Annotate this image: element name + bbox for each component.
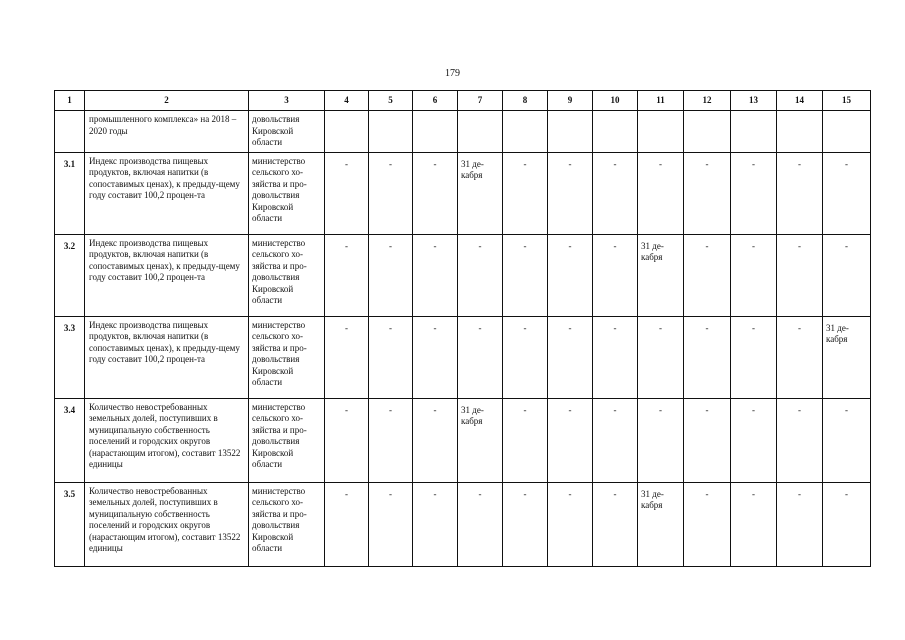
- header-row: [55, 91, 871, 111]
- header-cell: 1: [55, 91, 85, 111]
- deadline-cell: [638, 234, 684, 316]
- schedule-cell: -: [413, 398, 458, 482]
- schedule-cell: -: [684, 482, 731, 566]
- schedule-cell: -: [731, 398, 777, 482]
- header-cell: 8: [503, 91, 548, 111]
- schedule-cell: -: [458, 482, 503, 566]
- deadline-text: 31 де-кабря: [641, 488, 664, 510]
- schedule-cell: -: [593, 482, 638, 566]
- header-cell: 9: [548, 91, 593, 111]
- schedule-cell: -: [413, 234, 458, 316]
- schedule-cell: -: [777, 398, 823, 482]
- schedule-cell: [458, 111, 503, 153]
- responsible-executor: министерство сельского хо-зяйства и про-довольствия Кировской области: [249, 152, 325, 234]
- schedule-cell: [369, 111, 413, 153]
- schedule-cell: [731, 111, 777, 153]
- schedule-cell: -: [593, 398, 638, 482]
- schedule-cell: -: [731, 316, 777, 398]
- schedule-cell: -: [777, 482, 823, 566]
- schedule-cell: -: [325, 482, 369, 566]
- header-cell: 7: [458, 91, 503, 111]
- schedule-cell: -: [413, 482, 458, 566]
- schedule-cell: -: [413, 316, 458, 398]
- indicator-description: Индекс производства пищевых продуктов, включая напитки (в сопоставимых ценах), к предыду-щему году составит 100,2 процен-та: [85, 234, 249, 316]
- schedule-cell: -: [503, 234, 548, 316]
- schedule-cell: -: [548, 152, 593, 234]
- table-row: [55, 234, 871, 316]
- schedule-cell: [638, 111, 684, 153]
- schedule-cell: -: [325, 398, 369, 482]
- schedule-cell: -: [458, 234, 503, 316]
- schedule-cell: -: [503, 482, 548, 566]
- deadline-cell: [638, 482, 684, 566]
- schedule-cell: -: [638, 152, 684, 234]
- schedule-cell: -: [325, 234, 369, 316]
- schedule-cell: -: [325, 316, 369, 398]
- row-number: 3.5: [55, 482, 85, 566]
- schedule-cell: [684, 111, 731, 153]
- indicator-description: Индекс производства пищевых продуктов, включая напитки (в сопоставимых ценах), к предыду-щему году составит 100,2 процен-та: [85, 152, 249, 234]
- schedule-cell: -: [593, 152, 638, 234]
- continuation-row: [55, 111, 871, 153]
- responsible-executor: довольствия Кировской области: [249, 111, 325, 153]
- row-number: [55, 111, 85, 153]
- indicator-description: Количество невостребованных земельных долей, поступивших в муниципальную собственность поселений и городских округов (нарастающим итогом), составит 13522 единицы: [85, 398, 249, 482]
- indicator-description: Количество невостребованных земельных долей, поступивших в муниципальную собственность поселений и городских округов (нарастающим итогом), составит 13522 единицы: [85, 482, 249, 566]
- table-row: [55, 152, 871, 234]
- schedule-cell: -: [503, 398, 548, 482]
- schedule-cell: -: [731, 482, 777, 566]
- schedule-cell: [503, 111, 548, 153]
- schedule-cell: -: [823, 398, 871, 482]
- header-cell: 2: [85, 91, 249, 111]
- header-cell: 6: [413, 91, 458, 111]
- schedule-cell: [593, 111, 638, 153]
- deadline-text: 31 де-кабря: [641, 240, 664, 262]
- schedule-cell: -: [823, 234, 871, 316]
- schedule-cell: -: [458, 316, 503, 398]
- schedule-cell: -: [548, 398, 593, 482]
- responsible-executor: министерство сельского хо-зяйства и про-довольствия Кировской области: [249, 316, 325, 398]
- schedule-cell: [777, 111, 823, 153]
- header-cell: 15: [823, 91, 871, 111]
- schedule-cell: -: [369, 316, 413, 398]
- schedule-cell: -: [731, 234, 777, 316]
- deadline-cell: [823, 316, 871, 398]
- schedule-cell: -: [548, 234, 593, 316]
- header-cell: 10: [593, 91, 638, 111]
- schedule-cell: -: [325, 152, 369, 234]
- schedule-cell: -: [369, 152, 413, 234]
- schedule-cell: -: [369, 234, 413, 316]
- schedule-cell: -: [684, 234, 731, 316]
- row-number: 3.3: [55, 316, 85, 398]
- deadline-text: 31 де-кабря: [461, 404, 484, 426]
- responsible-executor: министерство сельского хо-зяйства и про-довольствия Кировской области: [249, 398, 325, 482]
- deadline-cell: [458, 398, 503, 482]
- indicator-description: промышленного комплекса» на 2018 – 2020 годы: [85, 111, 249, 153]
- page-number: 179: [445, 68, 460, 79]
- header-cell: 4: [325, 91, 369, 111]
- header-cell: 11: [638, 91, 684, 111]
- table-row: [55, 398, 871, 482]
- schedule-cell: [548, 111, 593, 153]
- responsible-executor: министерство сельского хо-зяйства и про-довольствия Кировской области: [249, 482, 325, 566]
- schedule-cell: -: [823, 482, 871, 566]
- schedule-cell: [325, 111, 369, 153]
- schedule-cell: -: [638, 398, 684, 482]
- schedule-cell: -: [731, 152, 777, 234]
- schedule-cell: -: [777, 152, 823, 234]
- deadline-text: 31 де-кабря: [826, 322, 849, 344]
- schedule-table: [54, 90, 871, 567]
- schedule-cell: -: [684, 398, 731, 482]
- schedule-cell: -: [369, 482, 413, 566]
- schedule-cell: -: [503, 152, 548, 234]
- schedule-cell: -: [548, 316, 593, 398]
- schedule-table-wrapper: [54, 90, 870, 567]
- schedule-cell: -: [684, 152, 731, 234]
- schedule-cell: -: [777, 316, 823, 398]
- header-cell: 5: [369, 91, 413, 111]
- schedule-cell: [823, 111, 871, 153]
- schedule-cell: -: [823, 152, 871, 234]
- schedule-cell: -: [503, 316, 548, 398]
- header-cell: 3: [249, 91, 325, 111]
- table-row: [55, 482, 871, 566]
- schedule-cell: -: [593, 234, 638, 316]
- deadline-cell: [458, 152, 503, 234]
- table-row: [55, 316, 871, 398]
- row-number: 3.2: [55, 234, 85, 316]
- schedule-cell: -: [777, 234, 823, 316]
- header-cell: 12: [684, 91, 731, 111]
- header-cell: 14: [777, 91, 823, 111]
- responsible-executor: министерство сельского хо-зяйства и про-довольствия Кировской области: [249, 234, 325, 316]
- schedule-cell: -: [413, 152, 458, 234]
- indicator-description: Индекс производства пищевых продуктов, включая напитки (в сопоставимых ценах), к предыду-щему году составит 100,2 процен-та: [85, 316, 249, 398]
- schedule-cell: -: [369, 398, 413, 482]
- schedule-cell: -: [638, 316, 684, 398]
- schedule-cell: -: [593, 316, 638, 398]
- row-number: 3.4: [55, 398, 85, 482]
- deadline-text: 31 де-кабря: [461, 158, 484, 180]
- header-cell: 13: [731, 91, 777, 111]
- row-number: 3.1: [55, 152, 85, 234]
- schedule-cell: -: [548, 482, 593, 566]
- schedule-cell: -: [684, 316, 731, 398]
- schedule-cell: [413, 111, 458, 153]
